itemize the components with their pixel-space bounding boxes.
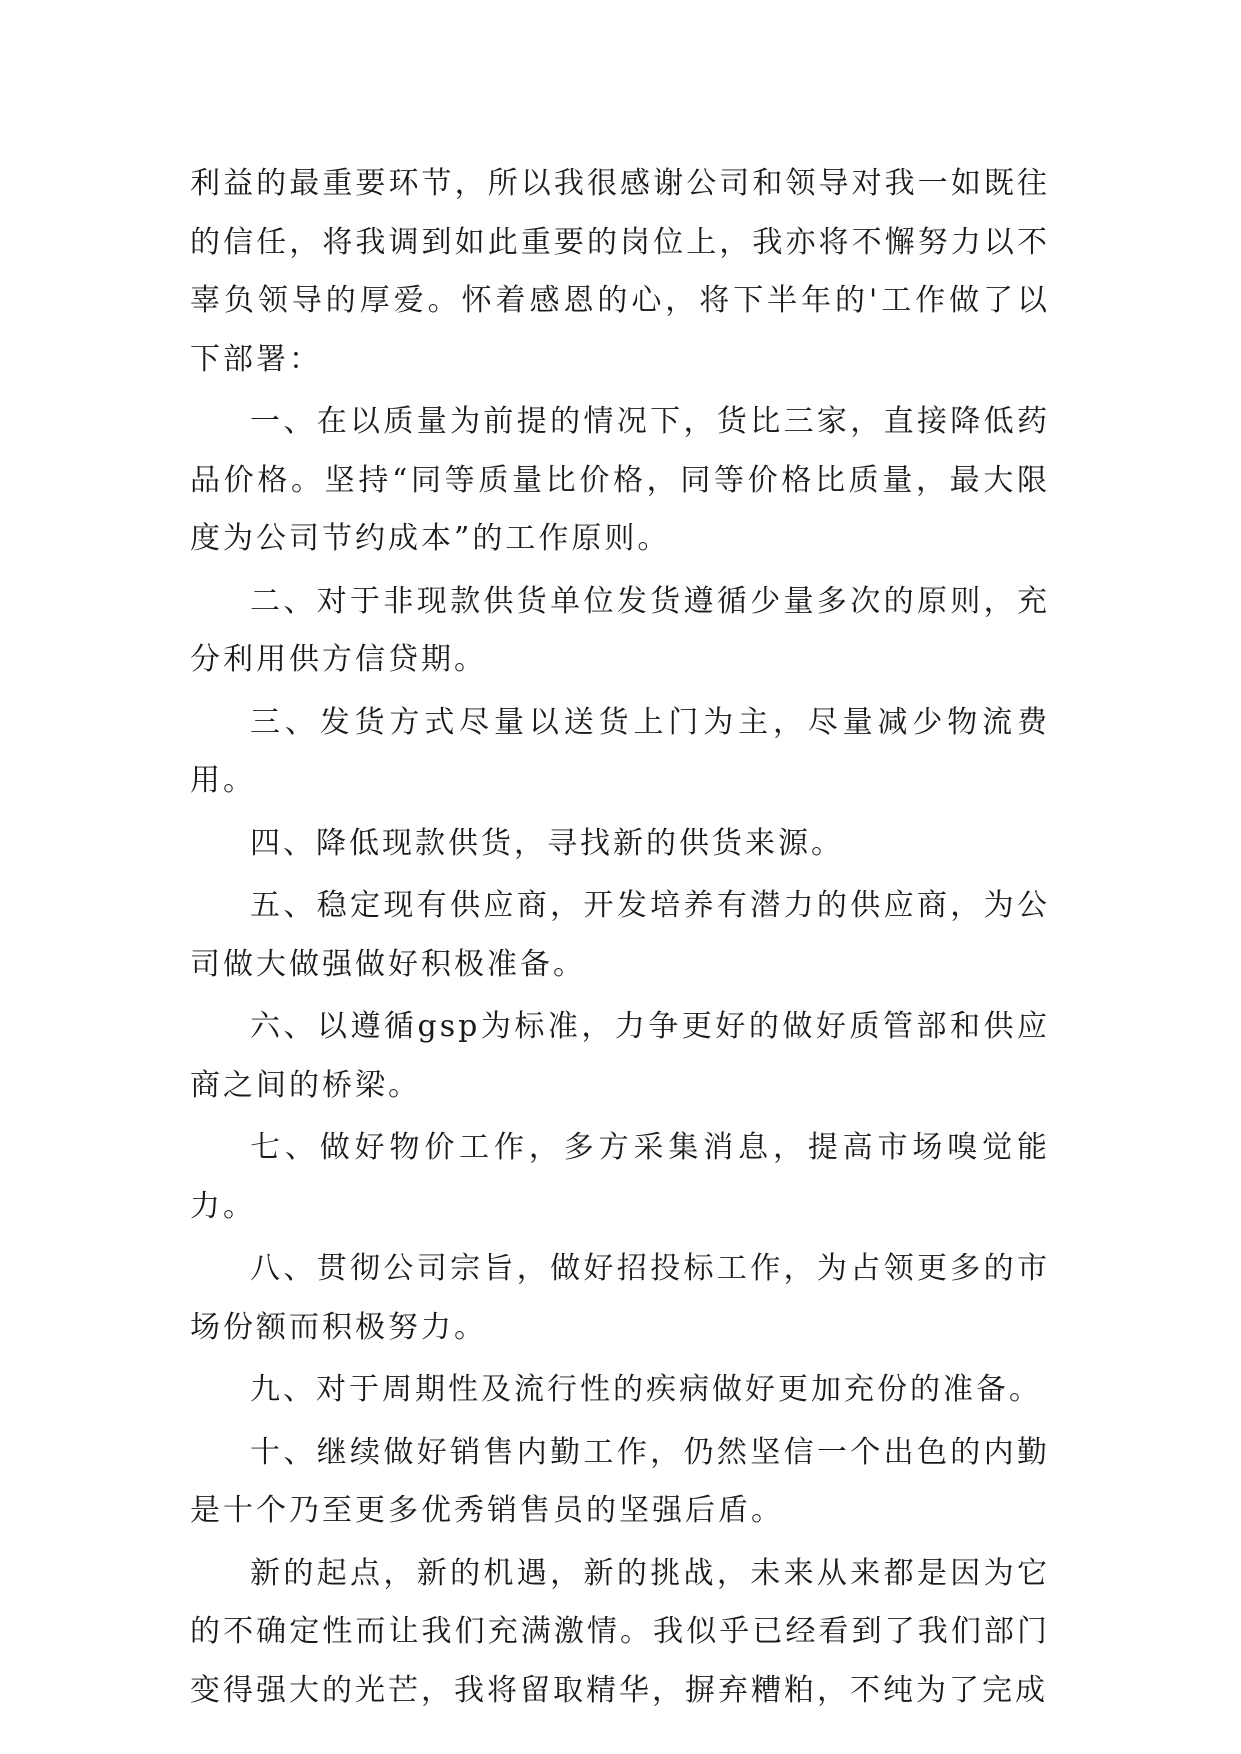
paragraph-item-1: 一、在以质量为前提的情况下，货比三家，直接降低药品价格。坚持“同等质量比价格，同等价格比质量，最大限度为公司节约成本”的工作原则。 <box>190 404 1050 556</box>
paragraph-item-4: 四、降低现款供货，寻找新的供货来源。 <box>250 825 844 861</box>
paragraph-item-3: 三、发货方式尽量以送货上门为主，尽量减少物流费用。 <box>190 704 1050 798</box>
paragraph-item-9: 九、对于周期性及流行性的疾病做好更加充份的准备。 <box>250 1372 1042 1407</box>
paragraph-item-5: 五、稳定现有供应商，开发培养有潜力的供应商，为公司做大做强做好积极准备。 <box>190 888 1050 982</box>
document-page <box>190 155 1050 1724</box>
paragraph-item-2: 二、对于非现款供货单位发货遵循少量多次的原则，充分利用供方信贷期。 <box>190 583 1050 677</box>
paragraph-intro: 利益的最重要环节，所以我很感谢公司和领导对我一如既往的信任，将我调到如此重要的岗位上，我亦将不懈努力以不辜负领导的厚爱。怀着感恩的心，将下半年的'工作做了以下部署： <box>190 166 1050 377</box>
paragraph-item-7: 七、做好物价工作，多方采集消息，提高市场嗅觉能力。 <box>190 1130 1050 1224</box>
paragraph-item-6: 六、以遵循gsp为标准，力争更好的做好质管部和供应商之间的桥梁。 <box>190 1009 1050 1103</box>
paragraph-item-8: 八、贯彻公司宗旨，做好招投标工作，为占领更多的市场份额而积极努力。 <box>190 1251 1050 1345</box>
paragraph-closing: 新的起点，新的机遇，新的挑战，未来从来都是因为它的不确定性而让我们充满激情。我似乎已经看到了我们部门变得强大的光芒，我将留取精华，摒弃糟粕，不纯为了完成 <box>190 1555 1050 1708</box>
paragraph-item-10: 十、继续做好销售内勤工作，仍然坚信一个出色的内勤是十个乃至更多优秀销售员的坚强后盾。 <box>190 1434 1050 1528</box>
